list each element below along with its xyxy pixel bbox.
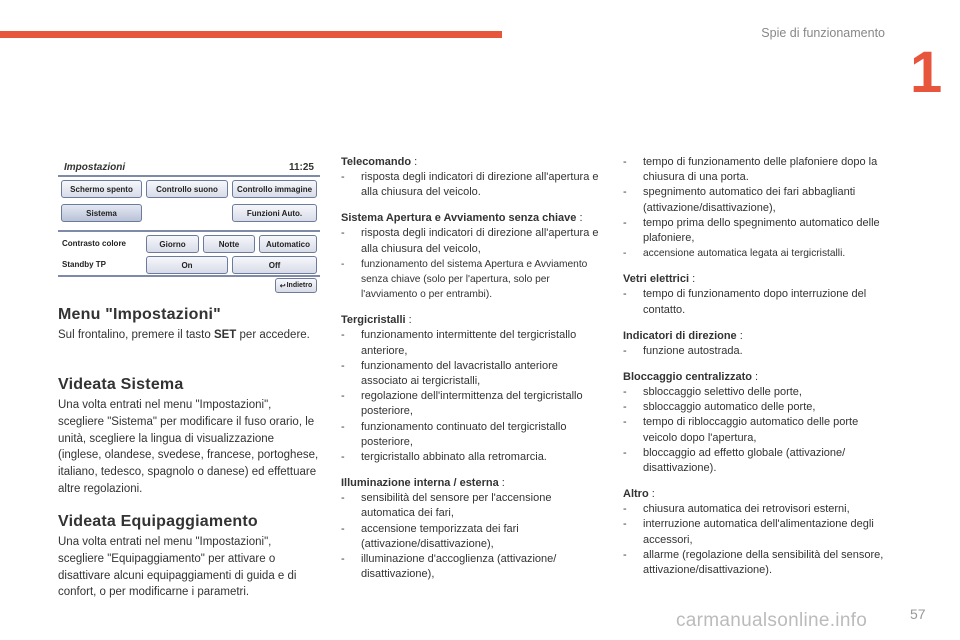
wipers-section: Tergicristalli : - funzionamento intermittente del tergicristallo anteriore, - funzionamento del lavacristallo anteriore associato ai tergicristalli, - regolazione dell'intermittenza del tergicristallo posteriore, - funzionamento continuato del tergicristallo posteriore, - tergicristallo abbinato alla retromarcia. xyxy=(341,313,603,465)
off-button[interactable]: Off xyxy=(232,256,317,274)
color-contrast-label: Contrasto colore xyxy=(62,239,127,248)
list-item: - risposta degli indicatori di direzione all'apertura e alla chiusura del veicolo. xyxy=(341,170,603,200)
other-section: Altro : - chiusura automatica dei retrovisori esterni, - interruzione automatica dell'alimentazione degli accessori, - allarme (regolazione della sensibilità del sensore, attivazione/disattivazione). xyxy=(623,487,885,578)
screen-title: Impostazioni xyxy=(64,162,126,173)
section-title: Illuminazione interna / esterna xyxy=(341,477,499,490)
list-item: - sbloccaggio selettivo delle porte, xyxy=(623,385,885,400)
list-item: - funzionamento intermittente del tergicristallo anteriore, xyxy=(341,328,603,358)
system-screen-heading: Videata Sistema xyxy=(58,376,184,393)
list-item: - risposta degli indicatori di direzione all'apertura e alla chiusura del veicolo, xyxy=(341,226,603,256)
system-button[interactable]: Sistema xyxy=(61,204,142,222)
list-item: - accensione automatica legata ai tergicristalli. xyxy=(623,246,885,261)
power-windows-section: Vetri elettrici : - tempo di funzionamento dopo interruzione del contatto. xyxy=(623,272,885,317)
equipment-screen-paragraph: Una volta entrati nel menu "Impostazioni", scegliere "Equipaggiamento" per attivare o disattivare alcuni equipaggiamenti di guida e di confort, o per modificarne i parametri. xyxy=(58,536,297,599)
list-item: - sensibilità del sensore per l'accensione automatica dei fari, xyxy=(341,491,603,521)
list-item: - tempo di funzionamento delle plafoniere dopo la chiusura di una porta. xyxy=(623,155,885,185)
list-item: - tergicristallo abbinato alla retromarcia. xyxy=(341,450,603,465)
settings-column-3 xyxy=(623,155,885,589)
day-button[interactable]: Giorno xyxy=(146,235,199,253)
chapter-number: 1 xyxy=(910,40,943,105)
list-item: - tempo di funzionamento dopo interruzione del contatto. xyxy=(623,287,885,317)
list-item: - allarme (regolazione della sensibilità del sensore, attivazione/disattivazione). xyxy=(623,548,885,578)
automatic-button[interactable]: Automatico xyxy=(259,235,317,253)
section-title: Spie di funzionamento xyxy=(761,26,885,40)
screen-divider xyxy=(58,175,320,177)
list-item: - regolazione dell'intermittenza del tergicristallo posteriore, xyxy=(341,389,603,419)
lighting-section: Illuminazione interna / esterna : - sensibilità del sensore per l'accensione automatica dei fari, - accensione temporizzata dei fari (attivazione/disattivazione), - illuminazione d'accoglienza (attivazione/ disattivazione), xyxy=(341,476,603,582)
list-item: - bloccaggio ad effetto globale (attivazione/ disattivazione). xyxy=(623,446,885,476)
keyless-system-section: Sistema Apertura e Avviamento senza chiave : - risposta degli indicatori di direzione all'apertura e alla chiusura del veicolo, - funzionamento del sistema Apertura e Avviamento senza chiave (solo per l'apertura, solo per l'avviamento o per entrambi). xyxy=(341,211,603,302)
sound-control-button[interactable]: Controllo suono xyxy=(146,180,228,198)
screen-divider xyxy=(58,275,320,277)
section-title: Telecomando xyxy=(341,156,412,168)
section-title: Vetri elettrici xyxy=(623,273,690,286)
list-item: - tempo prima dello spegnimento automatico delle plafoniere, xyxy=(623,216,885,246)
section-title: Tergicristalli xyxy=(341,314,406,327)
list-item: - sbloccaggio automatico delle porte, xyxy=(623,400,885,415)
screen-clock: 11:25 xyxy=(288,162,314,173)
section-title: Sistema Apertura e Avviamento senza chiave xyxy=(341,212,577,225)
screen-divider xyxy=(58,230,320,232)
list-item: - interruzione automatica dell'alimentazione degli accessori, xyxy=(623,517,885,547)
menu-text-end: per accedere. xyxy=(236,329,310,341)
equipment-screen-heading: Videata Equipaggiamento xyxy=(58,513,258,530)
list-item: - chiusura automatica dei retrovisori esterni, xyxy=(623,502,885,517)
section-title: Indicatori di direzione xyxy=(623,329,737,342)
list-item: - funzionamento del lavacristallo anteriore associato ai tergicristalli, xyxy=(341,359,603,389)
list-item: - accensione temporizzata dei fari (attivazione/disattivazione), xyxy=(341,522,603,552)
settings-screen-illustration xyxy=(58,155,320,295)
image-control-button[interactable]: Controllo immagine xyxy=(232,180,317,198)
list-item: - funzionamento del sistema Apertura e Avviamento senza chiave (solo per l'apertura, solo per l'avviamento o per entrambi). xyxy=(341,257,603,303)
settings-column-2 xyxy=(341,155,603,593)
list-item: - tempo di ribloccaggio automatico delle porte veicolo dopo l'apertura, xyxy=(623,415,885,445)
back-button-label: Indietro xyxy=(286,282,313,289)
section-title: Altro xyxy=(623,488,649,501)
central-locking-section: Bloccaggio centralizzato : - sbloccaggio selettivo delle porte, - sbloccaggio automatico delle porte, - tempo di ribloccaggio automatico delle porte veicolo dopo l'apertura, - bloccaggio ad effetto globale (attivazione/ disattivazione). xyxy=(623,370,885,476)
lighting-continued-section xyxy=(623,155,885,261)
section-title: Bloccaggio centralizzato xyxy=(623,371,752,384)
menu-paragraph xyxy=(58,327,320,344)
list-item: - funzionamento continuato del tergicristallo posteriore, xyxy=(341,420,603,450)
night-button[interactable]: Notte xyxy=(203,235,255,253)
direction-indicators-section: Indicatori di direzione : - funzione autostrada. xyxy=(623,329,885,359)
watermark: carmanualsonline.info xyxy=(676,610,868,631)
standby-tp-label: Standby TP xyxy=(62,260,107,269)
menu-text: Sul frontalino, premere il tasto xyxy=(58,329,214,341)
back-arrow-icon: ↩ xyxy=(279,282,286,290)
back-button[interactable] xyxy=(275,278,317,293)
screen-off-button[interactable]: Schermo spento xyxy=(61,180,142,198)
car-functions-button[interactable]: Funzioni Auto. xyxy=(232,204,317,222)
list-item: - illuminazione d'accoglienza (attivazione/ disattivazione), xyxy=(341,552,603,582)
set-key: SET xyxy=(213,329,237,341)
menu-heading: Menu "Impostazioni" xyxy=(58,306,221,323)
header-accent-bar xyxy=(0,31,502,38)
page-number: 57 xyxy=(910,606,926,622)
system-screen-paragraph: Una volta entrati nel menu "Impostazioni", scegliere "Sistema" per modificare il fuso orario, le unità, scegliere la lingua di visualizzazione (inglese, olandese, svedese, francese, portoghese, italiano, tedesco, spagnolo o danese) ed effettuare altre regolazioni. xyxy=(58,399,319,495)
remote-control-section: Telecomando : - risposta degli indicatori di direzione all'apertura e alla chiusura del veicolo. xyxy=(341,155,603,200)
list-item: - funzione autostrada. xyxy=(623,344,885,359)
list-item: - spegnimento automatico dei fari abbaglianti (attivazione/disattivazione), xyxy=(623,185,885,215)
on-button[interactable]: On xyxy=(146,256,228,274)
